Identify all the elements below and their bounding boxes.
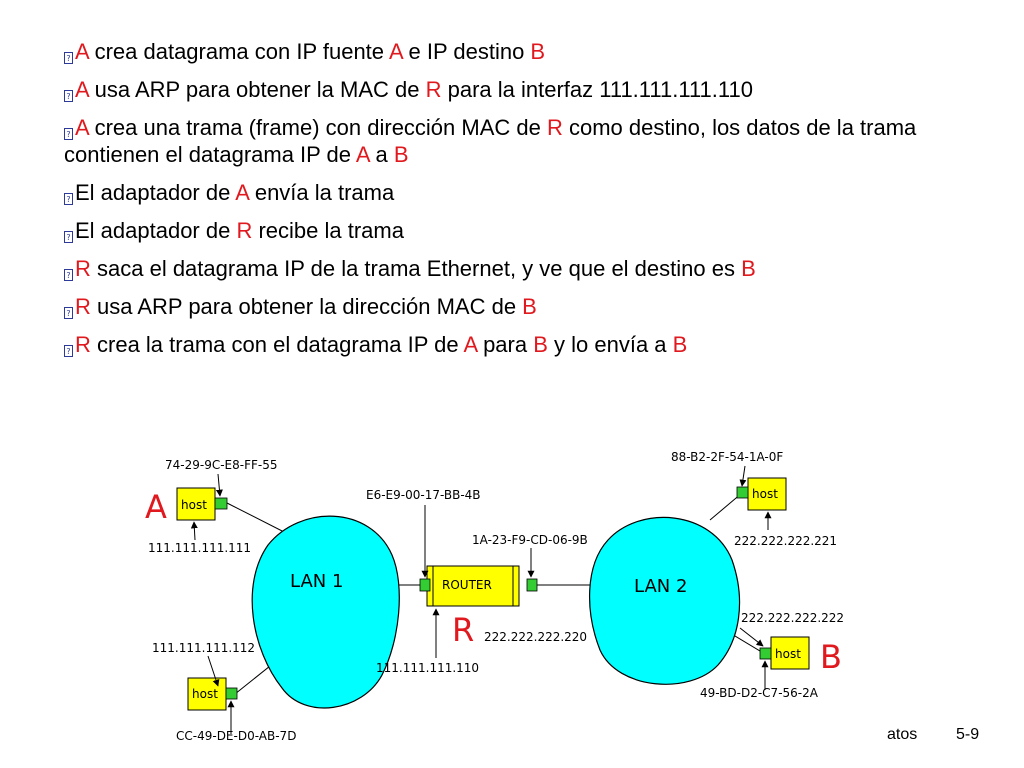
ip-host-c: 111.111.111.112 — [152, 641, 256, 655]
host-b-label: host — [775, 647, 801, 661]
ip-host-d: 222.222.222.221 — [734, 534, 838, 548]
lan1-label: LAN 1 — [290, 571, 344, 592]
bullet-text: envía la trama — [248, 180, 395, 205]
entity-letter: A — [75, 77, 89, 102]
entity-letter: B — [533, 332, 548, 357]
mac-host-a: 74-29-9C-E8-FF-55 — [165, 458, 278, 472]
entity-letter: B — [393, 142, 409, 167]
bullet-text: para — [476, 332, 534, 357]
slide-number: 5-9 — [956, 726, 980, 743]
entity-letter: R — [546, 115, 563, 140]
bullet-icon: ? — [64, 269, 73, 281]
entity-letter: B — [530, 39, 546, 64]
bullet-icon: ? — [64, 231, 73, 243]
entity-letter: R — [425, 77, 442, 102]
ip-router-right: 222.222.222.220 — [484, 630, 588, 644]
letter-b: B — [820, 638, 842, 676]
entity-letter: B — [522, 294, 537, 319]
bullet-icon: ? — [64, 90, 73, 102]
host-a-label: host — [181, 498, 207, 512]
entity-letter: A — [355, 142, 370, 167]
entity-letter: A — [388, 39, 403, 64]
bullet-text: crea datagrama con IP fuente — [88, 39, 389, 64]
entity-letter: B — [672, 332, 688, 357]
bullet-text: y lo envía a — [547, 332, 673, 357]
letter-r: R — [452, 611, 475, 649]
bullet-icon: ? — [64, 307, 73, 319]
mac-host-c: CC-49-DE-D0-AB-7D — [176, 729, 297, 743]
ip-router-left: 111.111.111.110 — [376, 661, 480, 675]
entity-letter: R — [236, 218, 253, 243]
bullet-text: El adaptador de — [75, 180, 236, 205]
bullet-text: como destino, los datos de la trama contienen el datagrama IP de — [64, 115, 917, 167]
bullet-text: para la interfaz 111.111.111.110 — [441, 77, 753, 102]
host-c-nic — [226, 688, 237, 699]
entity-letter: R — [75, 332, 91, 357]
host-b-nic — [760, 648, 771, 659]
lan2-cloud — [590, 517, 740, 684]
lan2-label: LAN 2 — [634, 576, 688, 597]
mac-router-left: E6-E9-00-17-BB-4B — [366, 488, 481, 502]
footer-source: atos — [887, 726, 918, 743]
entity-letter: A — [75, 39, 89, 64]
entity-letter: R — [75, 294, 91, 319]
bullet-text: recibe la trama — [252, 218, 404, 243]
mac-router-right: 1A-23-F9-CD-06-9B — [472, 533, 588, 547]
bullet-text: crea la trama con el datagrama IP de — [90, 332, 464, 357]
lan1-cloud — [252, 516, 399, 708]
host-c-label: host — [192, 687, 218, 701]
bullet-text: a — [369, 142, 394, 167]
ip-host-b: 222.222.222.222 — [741, 611, 845, 625]
router-nic-right — [527, 579, 537, 591]
bullet-text: saca el datagrama IP de la trama Ethernet, y ve que el destino es — [90, 256, 742, 281]
router-nic-left — [420, 579, 430, 591]
host-a-nic — [215, 498, 227, 509]
entity-letter: B — [741, 256, 756, 281]
bullet-icon: ? — [64, 345, 73, 357]
entity-letter: A — [75, 115, 89, 140]
bullet-text: crea una trama (frame) con dirección MAC de — [88, 115, 547, 140]
router-label: ROUTER — [442, 578, 492, 592]
bullet-icon: ? — [64, 52, 73, 64]
host-d-nic — [737, 487, 748, 498]
bullet-text: usa ARP para obtener la MAC de — [88, 77, 426, 102]
bullet-icon: ? — [64, 128, 73, 140]
mac-host-d: 88-B2-2F-54-1A-0F — [671, 450, 784, 464]
bullet-icon: ? — [64, 193, 73, 205]
entity-letter: R — [75, 256, 91, 281]
entity-letter: A — [235, 180, 249, 205]
bullet-text: usa ARP para obtener la dirección MAC de — [90, 294, 523, 319]
bullet-text: El adaptador de — [75, 218, 237, 243]
mac-host-b: 49-BD-D2-C7-56-2A — [700, 686, 818, 700]
letter-a: A — [145, 488, 167, 526]
entity-letter: A — [463, 332, 477, 357]
ip-host-a: 111.111.111.111 — [148, 541, 252, 555]
host-d-label: host — [752, 487, 778, 501]
bullet-text: e IP destino — [402, 39, 531, 64]
